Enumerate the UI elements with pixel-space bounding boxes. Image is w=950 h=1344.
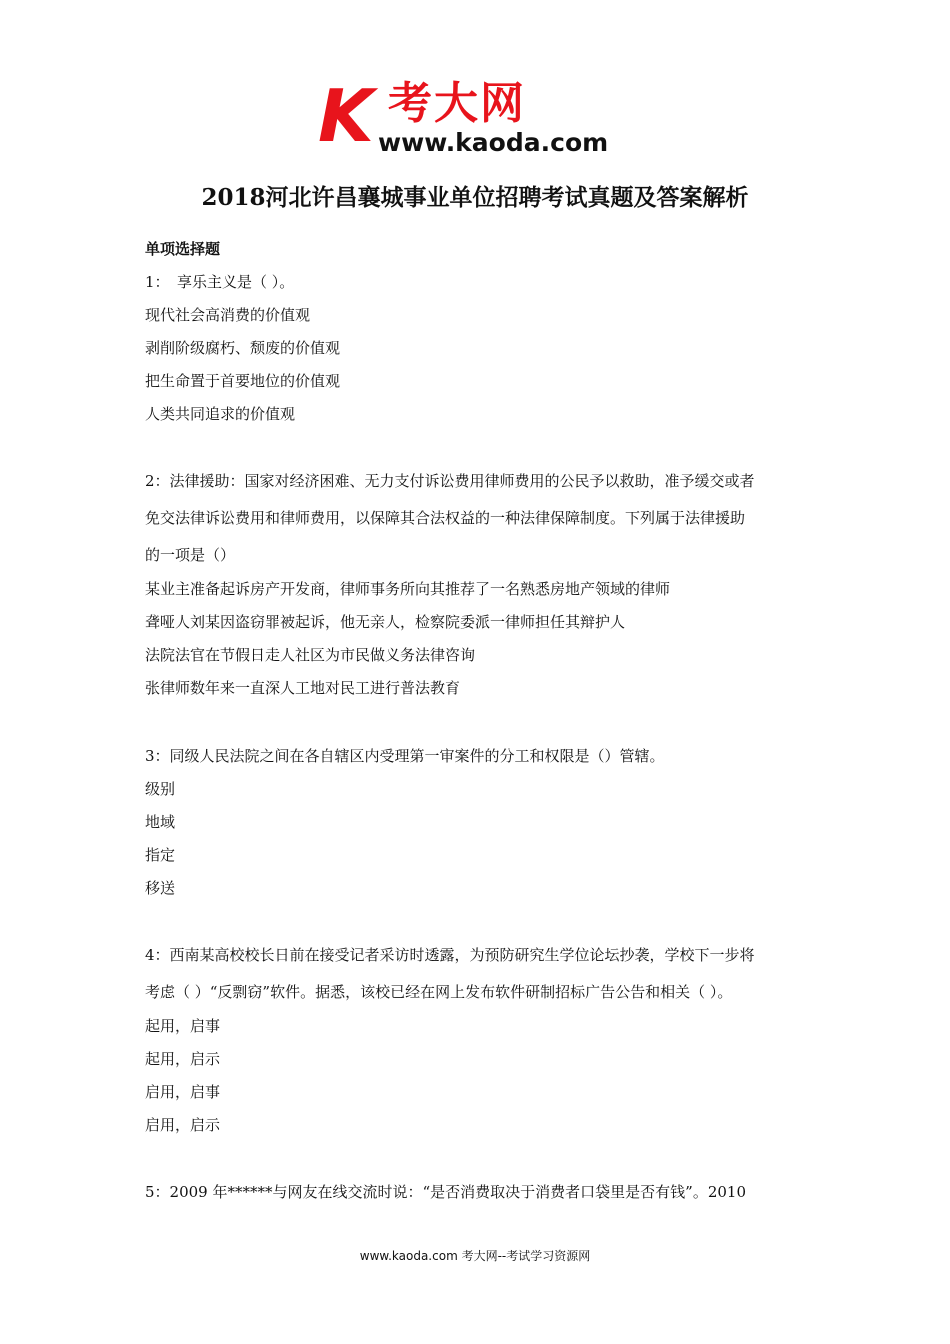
question-1-option-b: 剥削阶级腐朽、颓废的价值观 bbox=[145, 339, 341, 357]
question-3-option-d: 移送 bbox=[145, 879, 176, 897]
question-5-stem: 5：2009 年******与网友在线交流时说：“是否消费取决于消费者口袋里是否有钱”。2010 bbox=[145, 1183, 746, 1201]
question-1-option-a: 现代社会高消费的价值观 bbox=[145, 306, 311, 324]
logo-k-mark: K bbox=[318, 74, 374, 158]
question-3-option-c: 指定 bbox=[145, 846, 176, 864]
question-2-option-a: 某业主准备起诉房产开发商，律师事务所向其推荐了一名熟悉房地产领域的律师 bbox=[145, 580, 671, 598]
question-4-option-c: 启用，启事 bbox=[145, 1083, 221, 1101]
question-2-stem-line-2: 免交法律诉讼费用和律师费用，以保障其合法权益的一种法律保障制度。下列属于法律援助 bbox=[145, 509, 746, 527]
question-4-option-a: 起用，启事 bbox=[145, 1017, 221, 1035]
question-2-option-c: 法院法官在节假日走人社区为市民做义务法律咨询 bbox=[145, 646, 476, 664]
kaoda-logo bbox=[318, 74, 638, 160]
question-1-stem: 1： 享乐主义是（ ）。 bbox=[145, 273, 295, 291]
question-2-stem-line-1: 2：法律援助：国家对经济困难、无力支付诉讼费用律师费用的公民予以救助，准予缓交或者 bbox=[145, 472, 755, 490]
question-4-stem-line-1: 4：西南某高校校长日前在接受记者采访时透露，为预防研究生学位论坛抄袭，学校下一步将 bbox=[145, 946, 755, 964]
question-4-option-b: 起用，启示 bbox=[145, 1050, 221, 1068]
question-2-option-b: 聋哑人刘某因盗窃罪被起诉，他无亲人，检察院委派一律师担任其辩护人 bbox=[145, 613, 626, 631]
question-4-stem-line-2: 考虑（ ）“反剽窃”软件。据悉，该校已经在网上发布软件研制招标广告公告和相关（ ）。 bbox=[145, 983, 733, 1001]
section-heading: 单项选择题 bbox=[145, 240, 221, 258]
question-1-option-c: 把生命置于首要地位的价值观 bbox=[145, 372, 341, 390]
logo-url: www.kaoda.com bbox=[378, 128, 609, 157]
question-3-option-b: 地域 bbox=[145, 813, 176, 831]
document-title: 2018河北许昌襄城事业单位招聘考试真题及答案解析 bbox=[201, 184, 749, 211]
question-3-option-a: 级别 bbox=[145, 780, 176, 798]
question-4-option-d: 启用，启示 bbox=[145, 1116, 221, 1134]
question-2-option-d: 张律师数年来一直深人工地对民工进行普法教育 bbox=[145, 679, 461, 697]
page-footer: www.kaoda.com 考大网--考试学习资源网 bbox=[359, 1249, 591, 1263]
logo-site-name: 考大网 bbox=[388, 78, 526, 129]
question-1-option-d: 人类共同追求的价值观 bbox=[145, 405, 296, 423]
question-3-stem: 3：同级人民法院之间在各自辖区内受理第一审案件的分工和权限是（）管辖。 bbox=[145, 747, 665, 765]
question-2-stem-line-3: 的一项是（） bbox=[145, 546, 236, 564]
